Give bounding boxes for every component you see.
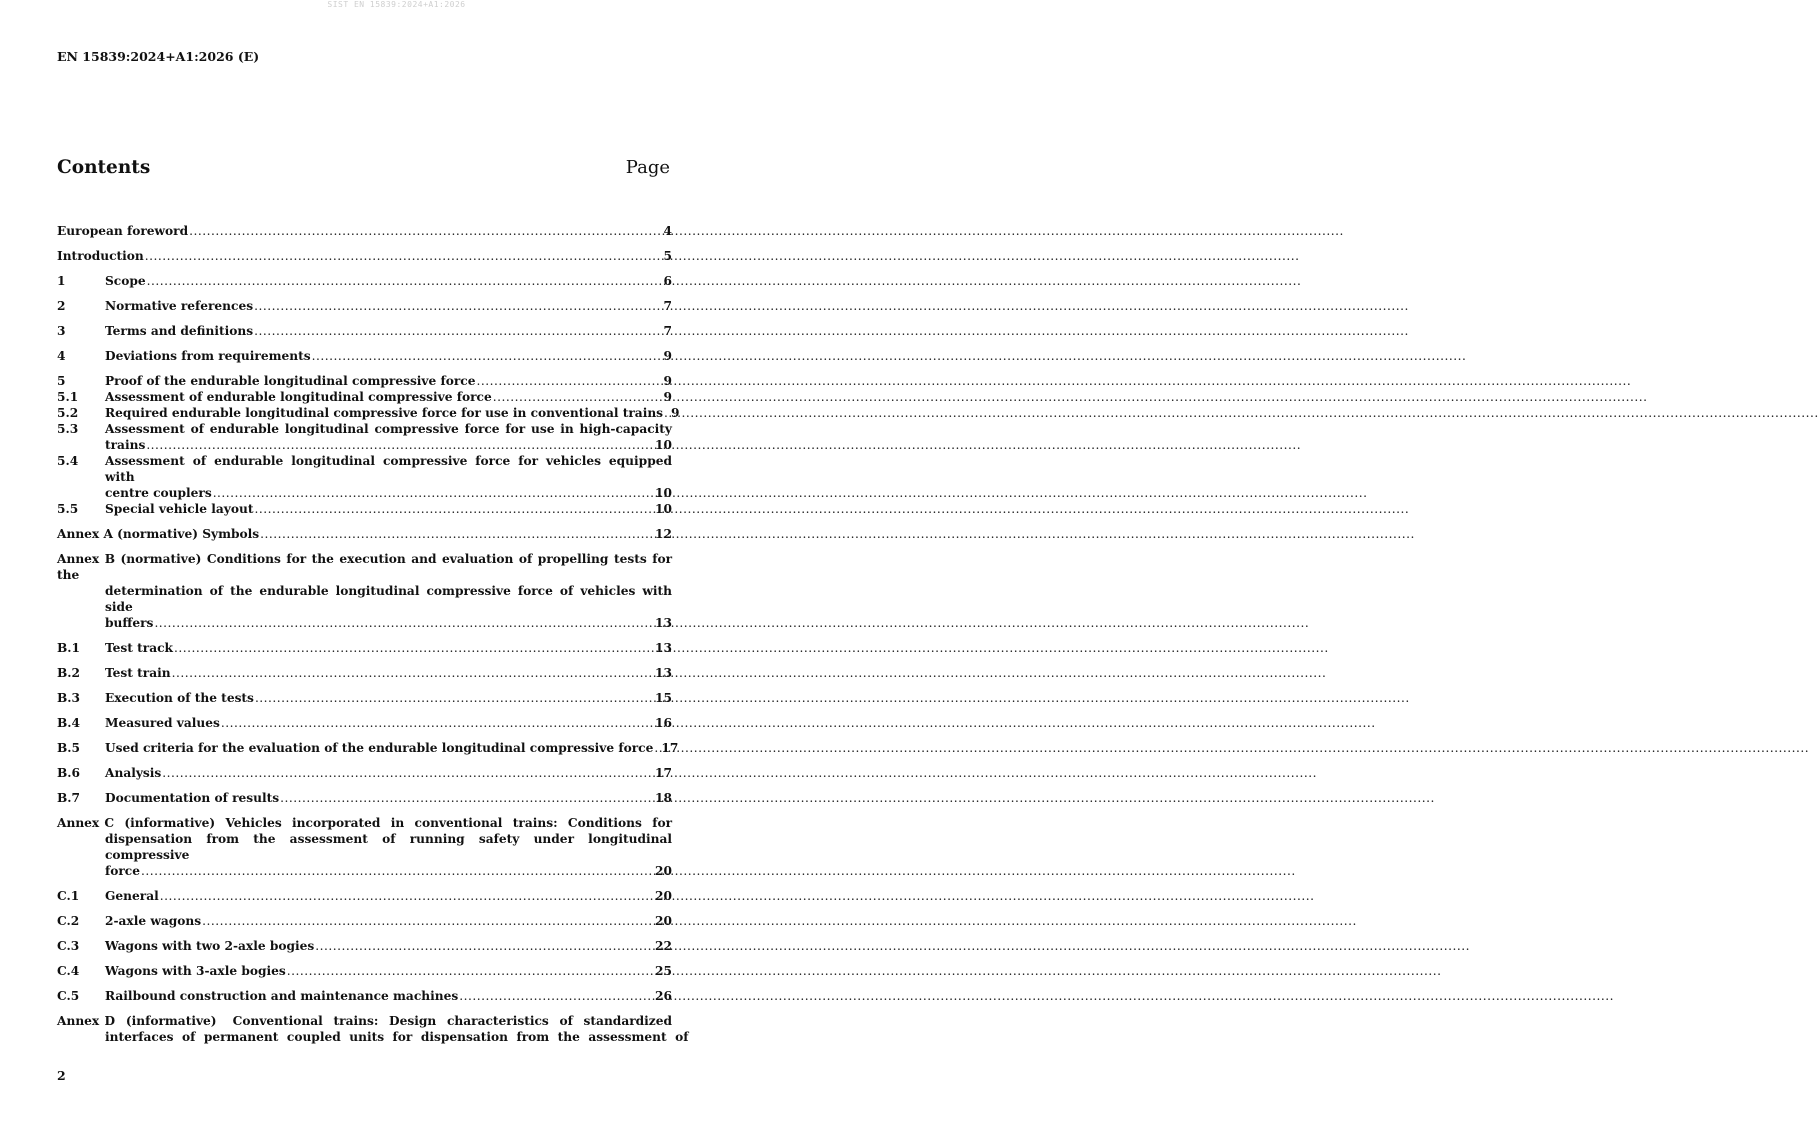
page-column-label: Page — [625, 157, 670, 178]
toc-entry-annex-c[interactable] — [57, 815, 672, 879]
toc-entry-page: 20 — [655, 889, 672, 903]
toc-entry-number: B.3 — [57, 691, 81, 705]
toc-entry-number: C.2 — [57, 914, 80, 928]
watermark: SIST EN 15839:2024+A1:2026 — [327, 0, 466, 9]
toc-entry-page: 10 — [655, 486, 672, 500]
toc-entry-page: 18 — [655, 791, 672, 805]
toc-entry-title-line3: buffers — [105, 616, 154, 630]
leader-dots — [174, 640, 654, 656]
toc-entry-title-line2: interfaces of permanent coupled units for dispensation from the assessment of — [105, 1030, 689, 1044]
leader-dots — [254, 298, 662, 314]
toc-entry-number: 5.3 — [57, 422, 79, 436]
toc-entry-b-4[interactable] — [57, 715, 672, 731]
toc-entry-page: 9 — [663, 390, 672, 404]
leader-dots — [213, 485, 654, 501]
leader-dots — [255, 690, 654, 706]
toc-entry-title: Execution of the tests — [105, 691, 254, 705]
leader-dots — [141, 863, 654, 879]
toc-entry-c-2[interactable] — [57, 913, 672, 929]
table-of-contents — [57, 223, 689, 1045]
toc-entry-page: 13 — [655, 666, 672, 680]
toc-entry-page: 22 — [655, 939, 672, 953]
toc-entry-page: 7 — [663, 299, 672, 313]
toc-entry-number: 5 — [57, 374, 66, 388]
leader-dots — [146, 437, 654, 453]
toc-entry-title-line1: Assessment of endurable longitudinal compressive force for use in high-capacity — [105, 422, 672, 436]
leader-dots — [202, 913, 654, 929]
toc-entry-b-1[interactable] — [57, 640, 672, 656]
toc-entry-title: Wagons with 3-axle bogies — [105, 964, 286, 978]
toc-entry-number: B.2 — [57, 666, 81, 680]
toc-entry-5-5[interactable] — [57, 501, 672, 517]
toc-entry-page: 9 — [663, 349, 672, 363]
toc-entry-page: 6 — [663, 274, 672, 288]
toc-entry-b-6[interactable] — [57, 765, 672, 781]
leader-dots — [287, 963, 654, 979]
leader-dots — [260, 526, 654, 542]
toc-entry-number: B.4 — [57, 716, 81, 730]
toc-entry-number: C.5 — [57, 989, 80, 1003]
leader-dots — [476, 373, 662, 389]
toc-entry-page: 26 — [655, 989, 672, 1003]
toc-entry-number: 5.2 — [57, 406, 79, 420]
leader-dots — [459, 988, 654, 1004]
toc-entry-number: 5.1 — [57, 390, 79, 404]
toc-entry-title-line1: Annex D (informative) Conventional trains: Design characteristics of standardized — [57, 1014, 672, 1028]
toc-entry-number: 1 — [57, 274, 66, 288]
toc-entry-page: 17 — [661, 741, 679, 755]
toc-entry-title: Deviations from requirements — [105, 349, 311, 363]
toc-entry-title-line1: Annex C (informative) Vehicles incorporated in conventional trains: Conditions for — [57, 816, 672, 830]
leader-dots — [664, 405, 670, 421]
leader-dots — [254, 323, 662, 339]
toc-entry-number: B.1 — [57, 641, 81, 655]
toc-entry-page: 7 — [663, 324, 672, 338]
leader-dots — [255, 501, 655, 517]
toc-entry-title: Annex A (normative) Symbols — [57, 527, 260, 541]
toc-entry-number: C.1 — [57, 889, 80, 903]
leader-dots — [654, 740, 660, 756]
toc-entry-title: Documentation of results — [105, 791, 280, 805]
toc-entry-annex-d[interactable] — [57, 1013, 689, 1045]
toc-entry-title: Terms and definitions — [105, 324, 254, 338]
toc-entry-title: European foreword — [57, 224, 189, 238]
leader-dots — [221, 715, 654, 731]
toc-entry-number: 5.5 — [57, 502, 79, 516]
toc-entry-title: Test track — [105, 641, 173, 655]
toc-entry-page: 15 — [655, 691, 672, 705]
toc-entry-page: 5 — [663, 249, 672, 263]
toc-entry-c-3[interactable] — [57, 938, 672, 954]
toc-entry-scope[interactable] — [57, 273, 672, 289]
toc-entry-title-line1: Annex B (normative) Conditions for the execution and evaluation of propelling tests for the — [57, 552, 672, 582]
toc-entry-terms-and-definitions[interactable] — [57, 323, 672, 339]
toc-entry-page: 16 — [655, 716, 672, 730]
toc-entry-page: 9 — [663, 374, 672, 388]
toc-entry-c-4[interactable] — [57, 963, 672, 979]
toc-entry-proof[interactable] — [57, 373, 672, 389]
toc-entry-number: 5.4 — [57, 454, 79, 468]
toc-entry-page: 17 — [655, 766, 672, 780]
leader-dots — [154, 615, 654, 631]
toc-entry-number: B.7 — [57, 791, 81, 805]
toc-entry-title: Used criteria for the evaluation of the endurable longitudinal compressive force — [105, 741, 654, 755]
toc-entry-number: B.6 — [57, 766, 81, 780]
toc-entry-title: 2-axle wagons — [105, 914, 202, 928]
toc-entry-c-5[interactable] — [57, 988, 672, 1004]
toc-entry-page: 12 — [655, 527, 672, 541]
toc-entry-5-2[interactable] — [57, 405, 680, 421]
toc-entry-title-line2: trains — [105, 438, 146, 452]
toc-entry-title: Scope — [105, 274, 146, 288]
leader-dots — [280, 790, 654, 806]
toc-entry-title-line2: centre couplers — [105, 486, 212, 500]
leader-dots — [189, 223, 662, 239]
toc-entry-title: Normative references — [105, 299, 254, 313]
toc-entry-5-1[interactable] — [57, 389, 672, 405]
toc-entry-page: 10 — [655, 438, 672, 452]
toc-entry-title: General — [105, 889, 159, 903]
leader-dots — [160, 888, 654, 904]
toc-entry-title: Introduction — [57, 249, 144, 263]
toc-entry-title: Analysis — [105, 766, 162, 780]
toc-entry-5-3[interactable] — [57, 421, 672, 453]
toc-entry-title-line2: determination of the endurable longitudinal compressive force of vehicles with side — [105, 584, 672, 614]
toc-entry-title: Required endurable longitudinal compressive force for use in conventional trains — [105, 406, 664, 420]
toc-entry-page: 25 — [655, 964, 672, 978]
toc-entry-b-7[interactable] — [57, 790, 672, 806]
toc-entry-introduction[interactable] — [57, 248, 672, 264]
leader-dots — [147, 273, 663, 289]
toc-entry-b-2[interactable] — [57, 665, 672, 681]
page-number: 2 — [57, 1068, 66, 1083]
toc-entry-title: Test train — [105, 666, 171, 680]
toc-entry-number: C.4 — [57, 964, 80, 978]
leader-dots — [315, 938, 654, 954]
document-id: EN 15839:2024+A1:2026 (E) — [57, 49, 260, 64]
toc-entry-annex-b[interactable] — [57, 551, 672, 631]
toc-entry-page: 20 — [655, 914, 672, 928]
toc-entry-c-1[interactable] — [57, 888, 672, 904]
contents-title: Contents — [57, 157, 151, 178]
toc-entry-page: 10 — [655, 502, 672, 516]
toc-entry-number: 3 — [57, 324, 66, 338]
toc-entry-page: 13 — [655, 616, 672, 630]
toc-entry-title-line2: dispensation from the assessment of running safety under longitudinal compressive — [105, 832, 672, 862]
toc-entry-deviations[interactable] — [57, 348, 672, 364]
toc-entry-title: Special vehicle layout — [105, 502, 254, 516]
toc-entry-number: 2 — [57, 299, 66, 313]
leader-dots — [162, 765, 654, 781]
toc-entry-number: 4 — [57, 349, 66, 363]
toc-entry-title-line3: force — [105, 864, 140, 878]
toc-entry-title: Measured values — [105, 716, 220, 730]
toc-entry-title-line1: Assessment of endurable longitudinal compressive force for vehicles equipped with — [105, 454, 672, 484]
toc-entry-title: Wagons with two 2-axle bogies — [105, 939, 315, 953]
toc-entry-b-3[interactable] — [57, 690, 672, 706]
leader-dots — [172, 665, 654, 681]
toc-entry-5-4[interactable] — [57, 453, 672, 501]
toc-entry-european-foreword[interactable] — [57, 223, 672, 239]
leader-dots — [145, 248, 663, 264]
leader-dots — [493, 389, 663, 405]
toc-entry-number: B.5 — [57, 741, 81, 755]
toc-entry-b-5[interactable] — [57, 740, 679, 756]
toc-entry-title: Assessment of endurable longitudinal compressive force — [105, 390, 492, 404]
toc-entry-page: 4 — [663, 224, 672, 238]
toc-entry-page: 20 — [655, 864, 672, 878]
toc-entry-number: C.3 — [57, 939, 80, 953]
toc-entry-title: Proof of the endurable longitudinal compressive force — [105, 374, 476, 388]
toc-entry-title: Railbound construction and maintenance machines — [105, 989, 459, 1003]
leader-dots — [312, 348, 663, 364]
toc-entry-normative-references[interactable] — [57, 298, 672, 314]
toc-entry-page: 9 — [671, 406, 680, 420]
toc-entry-page: 13 — [655, 641, 672, 655]
toc-entry-annex-a[interactable] — [57, 526, 672, 542]
